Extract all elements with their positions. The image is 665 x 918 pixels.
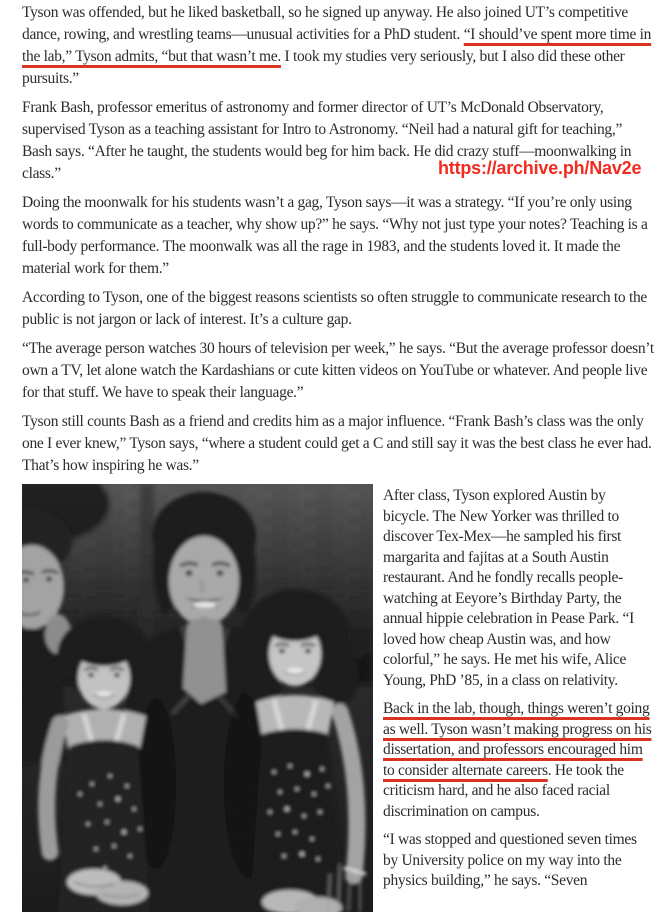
red-underlined-quote-dissertation: Back in the lab, though, things weren’t going as well. Tyson wasn’t making progress on his dissertation, and professors encouraged him to consider alternate careers <box>383 700 652 779</box>
paragraph-austin: After class, Tyson explored Austin by bicycle. The New Yorker was thrilled to discover Tex-Mex—he sampled his first margarita and fajitas at a South Austin restaurant. And he fondly recalls people-watching at Eeyore’s Birthday Party, the annual hippie celebration in Pease Park. “I loved how cheap Austin was, and how colorful,” he says. He met his wife, Alice Young, PhD ’85, in a class on relativity. <box>383 487 634 689</box>
paragraph-dissertation <box>383 699 655 822</box>
paragraph-text: Tyson was offended, but he liked basketball, so he signed up anyway. He also joined UT’s competitive dance, rowing, and wrestling teams—unusual activities for a PhD student. <box>22 4 629 43</box>
paragraph-television: “The average person watches 30 hours of television per week,” he says. “But the average professor doesn’t own a TV, let alone watch the Kardashians or cute kitten videos on YouTube or whatever. And people live for that stuff. We have to speak their language.” <box>22 340 654 401</box>
right-text-column <box>383 484 655 900</box>
paragraph-moonwalk: Doing the moonwalk for his students wasn’t a gag, Tyson says—it was a strategy. “If you’re only using words to communicate as a teacher, why show up?” he says. “Why not just type your notes? Teaching is a full-body performance. The moonwalk was all the rage in 1983, and the students loved it. It made the material work for them.” <box>22 194 648 277</box>
dance-team-photo-art <box>22 484 373 912</box>
paragraph-bash-friend: Tyson still counts Bash as a friend and credits him as a major influence. “Frank Bash’s class was the only one I ever knew,” Tyson says, “where a student could get a C and still say it was the best class he ever had. That’s how inspiring he was.” <box>22 413 652 474</box>
photo-and-text-row <box>22 484 655 912</box>
paragraph-culture-gap: According to Tyson, one of the biggest reasons scientists so often struggle to communicate research to the public is not jargon or lack of interest. It’s a culture gap. <box>22 289 647 328</box>
paragraph-basketball <box>22 2 655 90</box>
red-underlined-quote-lab: “I should’ve spent more time in the lab,” Tyson admits, “but that wasn’t me. <box>22 26 652 65</box>
paragraph-text: I took my studies very seriously, but I also did these other pursuits.” <box>22 48 625 87</box>
paragraph-text: . He took the criticism hard, and he also faced racial discrimination on campus. <box>383 761 624 820</box>
paragraph-police: “I was stopped and questioned seven times by University police on my way into the physics building,” he says. “Seven <box>383 831 637 889</box>
archive-url-watermark: https://archive.ph/Nav2e <box>438 158 642 178</box>
dance-team-photo <box>22 484 373 912</box>
paragraph-frank-bash: Frank Bash, professor emeritus of astronomy and former director of UT’s McDonald Observatory, supervised Tyson as a teaching assistant for Intro to Astronomy. “Neil had a natural gift for teaching,” Bash says. “After he taught, the students would beg for him back. He did crazy stuff—moonwalking in class.” <box>22 99 632 182</box>
